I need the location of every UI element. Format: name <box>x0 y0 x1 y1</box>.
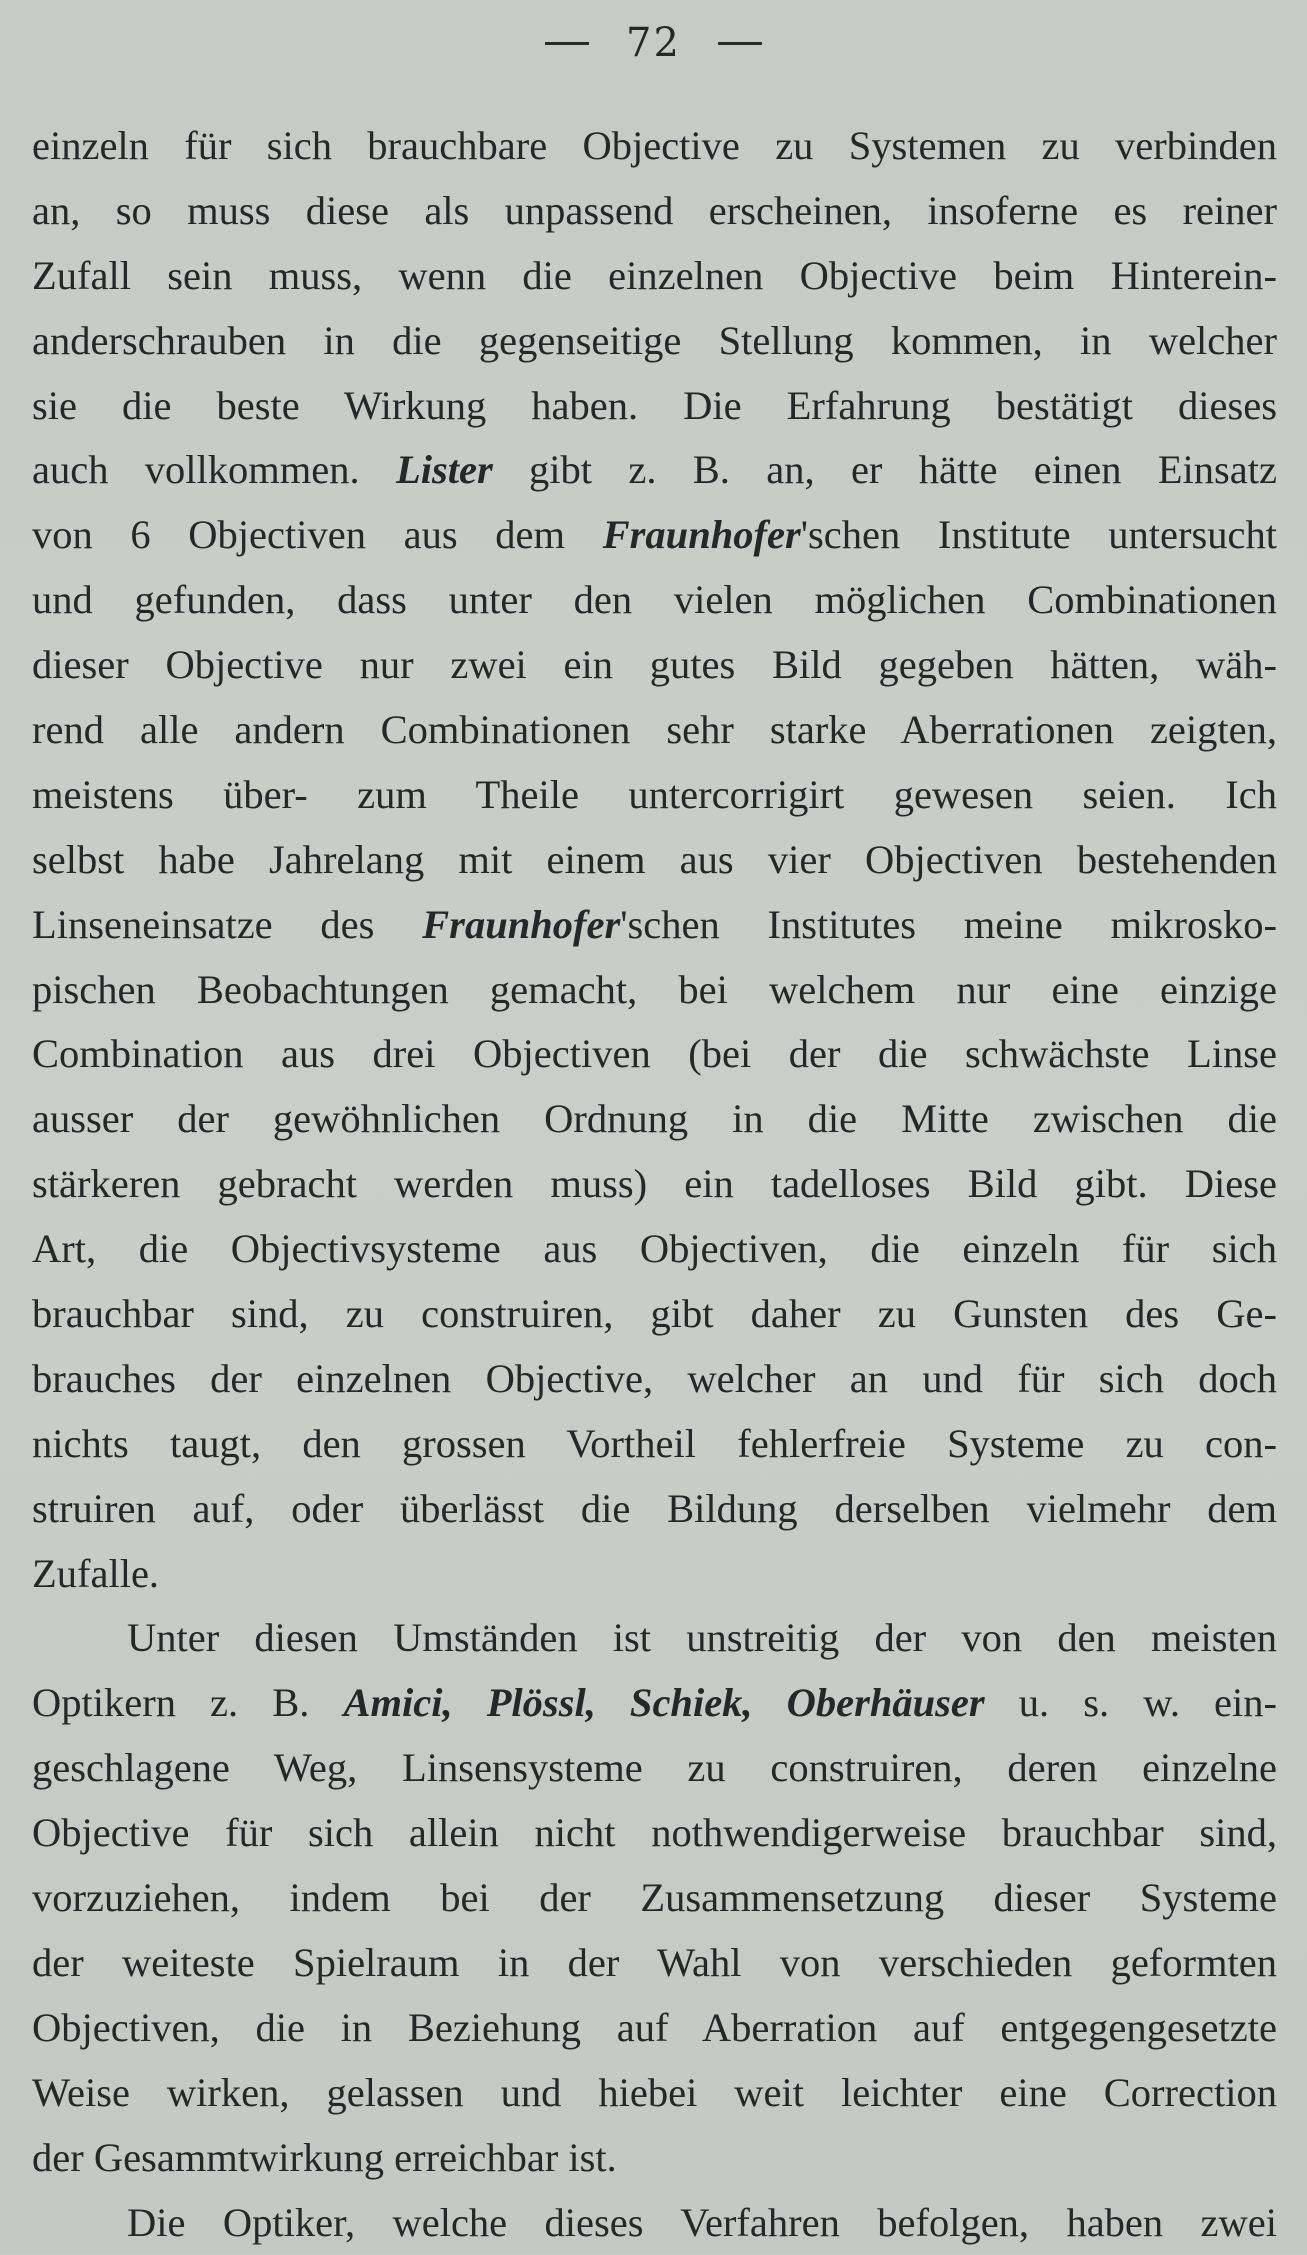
text-line <box>32 568 1277 633</box>
text-segment: an, so muss diese als unpassend erscheinen, insoferne es reiner <box>32 188 1277 233</box>
text-line <box>32 1022 1277 1087</box>
text-line <box>32 2191 1277 2255</box>
text-line <box>32 1996 1277 2061</box>
text-line <box>32 2061 1277 2126</box>
text-line <box>32 1736 1277 1801</box>
text-line <box>32 1542 1277 1607</box>
text-segment: Die Optiker, welche dieses Verfahren befolgen, haben zwei <box>127 2200 1277 2245</box>
text-line <box>32 1347 1277 1412</box>
text-line <box>32 374 1277 439</box>
text-line <box>32 1671 1277 1736</box>
page-header <box>0 10 1307 70</box>
text-segment: u. s. w. ein- <box>985 1680 1277 1725</box>
text-segment: geschlagene Weg, Linsensysteme zu construiren, deren einzelne <box>32 1745 1277 1790</box>
text-line <box>32 1087 1277 1152</box>
text-segment: ausser der gewöhnlichen Ordnung in die Mitte zwischen die <box>32 1096 1277 1141</box>
header-dash-left <box>545 42 589 45</box>
text-segment: Objective für sich allein nicht nothwendigerweise brauchbar sind, <box>32 1810 1277 1855</box>
text-segment: der weiteste Spielraum in der Wahl von verschieden geformten <box>32 1940 1277 1985</box>
text-segment: brauchbar sind, zu construiren, gibt daher zu Gunsten des Ge- <box>32 1291 1277 1336</box>
text-line <box>32 1477 1277 1542</box>
text-line <box>32 1866 1277 1931</box>
text-segment: nichts taugt, den grossen Vortheil fehlerfreie Systeme zu con- <box>32 1421 1277 1466</box>
text-line <box>32 503 1277 568</box>
text-segment: Unter diesen Umständen ist unstreitig der von den meisten <box>127 1615 1277 1660</box>
text-line <box>32 1282 1277 1347</box>
text-segment: dieser Objective nur zwei ein gutes Bild gegeben hätten, wäh- <box>32 642 1277 687</box>
text-segment: Zufall sein muss, wenn die einzelnen Objective beim Hinterein- <box>32 253 1277 298</box>
text-segment: von 6 Objectiven aus dem <box>32 512 603 557</box>
text-segment: Zufalle. <box>32 1551 159 1596</box>
text-segment: Optikern z. B. <box>32 1680 343 1725</box>
text-line <box>32 244 1277 309</box>
text-line <box>32 1217 1277 1282</box>
text-segment: stärkeren gebracht werden muss) ein tadelloses Bild gibt. Diese <box>32 1161 1277 1206</box>
text-segment: und gefunden, dass unter den vielen möglichen Combinationen <box>32 577 1277 622</box>
text-segment: pischen Beobachtungen gemacht, bei welchem nur eine einzige <box>32 967 1277 1012</box>
text-line <box>32 179 1277 244</box>
text-segment: anderschrauben in die gegenseitige Stellung kommen, in welcher <box>32 318 1277 363</box>
italic-name: Fraunhofer <box>422 902 620 947</box>
text-line <box>32 698 1277 763</box>
text-segment: einzeln für sich brauchbare Objective zu Systemen zu verbinden <box>32 123 1277 168</box>
page-number: 72 <box>626 13 681 73</box>
text-line <box>32 438 1277 503</box>
text-line <box>32 1152 1277 1217</box>
text-segment: selbst habe Jahrelang mit einem aus vier Objectiven bestehenden <box>32 837 1277 882</box>
italic-name: Amici, Plössl, Schiek, Oberhäuser <box>343 1680 984 1725</box>
text-segment: meistens über- zum Theile untercorrigirt gewesen seien. Ich <box>32 772 1277 817</box>
text-line <box>32 893 1277 958</box>
italic-name: Lister <box>396 447 493 492</box>
text-line <box>32 114 1277 179</box>
italic-name: Fraunhofer <box>603 512 801 557</box>
text-segment: gibt z. B. an, er hätte einen Einsatz <box>493 447 1277 492</box>
header-dash-right <box>718 42 762 45</box>
text-segment: Linseneinsatze des <box>32 902 422 947</box>
text-line <box>32 763 1277 828</box>
text-segment: struiren auf, oder überlässt die Bildung derselben vielmehr dem <box>32 1486 1277 1531</box>
text-segment: 'schen Institute untersucht <box>801 512 1277 557</box>
text-line <box>32 1801 1277 1866</box>
text-line <box>32 1412 1277 1477</box>
text-segment: brauches der einzelnen Objective, welcher an und für sich doch <box>32 1356 1277 1401</box>
text-segment: vorzuziehen, indem bei der Zusammensetzung dieser Systeme <box>32 1875 1277 1920</box>
text-segment: 'schen Institutes meine mikrosko- <box>620 902 1277 947</box>
body-text <box>32 114 1277 2255</box>
text-line <box>32 633 1277 698</box>
text-segment: Art, die Objectivsysteme aus Objectiven, die einzeln für sich <box>32 1226 1277 1271</box>
text-segment: rend alle andern Combinationen sehr starke Aberrationen zeigten, <box>32 707 1277 752</box>
text-line <box>32 1931 1277 1996</box>
text-segment: Weise wirken, gelassen und hiebei weit leichter eine Correction <box>32 2070 1277 2115</box>
text-segment: auch vollkommen. <box>32 447 396 492</box>
text-line <box>32 1606 1277 1671</box>
text-line <box>32 309 1277 374</box>
text-line <box>32 2126 1277 2191</box>
text-segment: Objectiven, die in Beziehung auf Aberration auf entgegengesetzte <box>32 2005 1277 2050</box>
text-segment: der Gesammtwirkung erreichbar ist. <box>32 2135 617 2180</box>
text-segment: sie die beste Wirkung haben. Die Erfahrung bestätigt dieses <box>32 383 1277 428</box>
text-line <box>32 828 1277 893</box>
text-segment: Combination aus drei Objectiven (bei der die schwächste Linse <box>32 1031 1277 1076</box>
text-line <box>32 958 1277 1023</box>
